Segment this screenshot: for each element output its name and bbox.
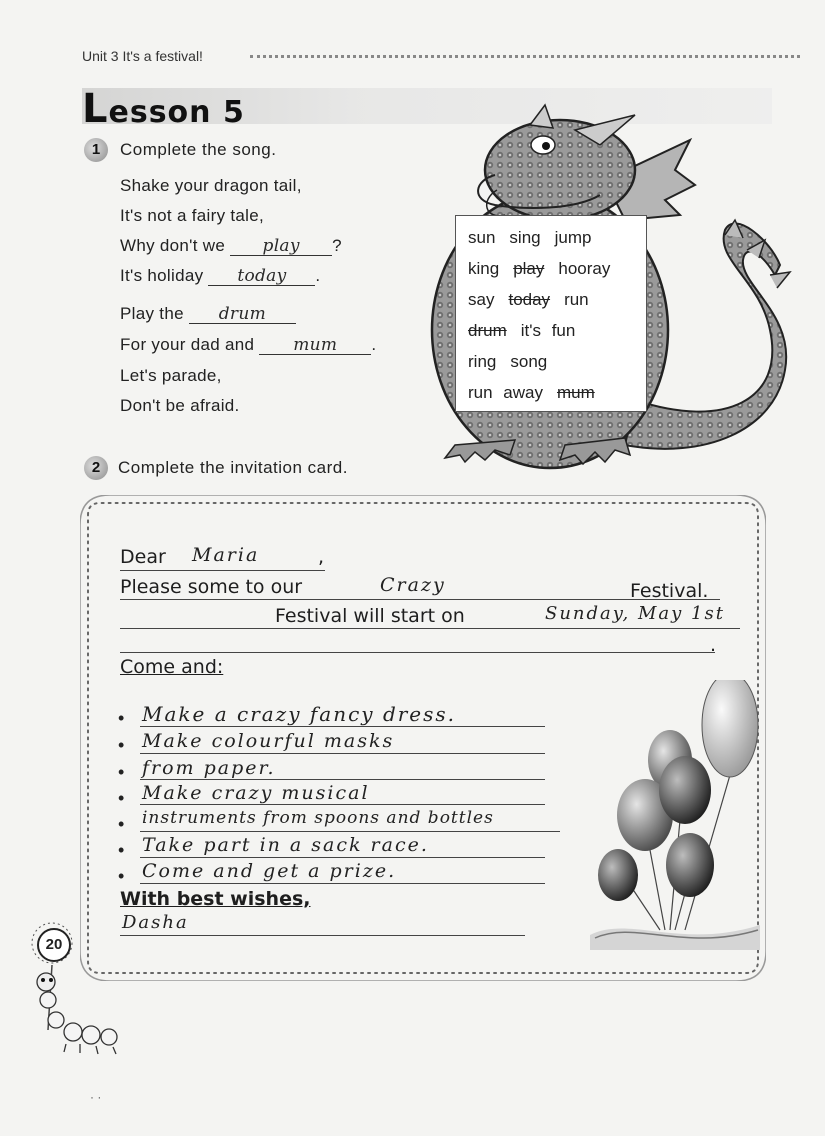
list-item-1[interactable]: Make a crazy fancy dress. — [142, 702, 457, 726]
word-row-6 — [468, 383, 609, 403]
list-item-3[interactable]: from paper. — [142, 757, 276, 779]
blank-rule — [120, 652, 715, 653]
list-rule-7 — [140, 883, 545, 884]
signature-rule — [120, 935, 525, 936]
list-item-2[interactable]: Make colourful masks — [142, 730, 395, 752]
list-bullet-4: • — [118, 788, 125, 808]
caterpillar-illustration — [18, 920, 128, 1060]
list-bullet-6: • — [118, 840, 125, 860]
list-rule-6 — [140, 857, 545, 858]
card-festival: Festival. — [630, 580, 709, 602]
song-line-1: Shake your dragon tail, — [120, 176, 302, 195]
header-dotted-rule — [250, 55, 800, 58]
word-king: king — [468, 259, 500, 278]
balloons-illustration — [590, 680, 760, 950]
task-2-number: 2 — [84, 456, 108, 480]
card-dear: Dear — [120, 546, 166, 568]
song-line-3-text: Why don't we — [120, 236, 226, 255]
song-line-6 — [120, 335, 376, 355]
list-bullet-7: • — [118, 866, 125, 886]
song-line-5-text: Play the — [120, 304, 184, 323]
unit-title: Unit 3 It's a festival! — [82, 48, 203, 64]
song-line-8: Don't be afraid. — [120, 396, 240, 415]
word-hooray: hooray — [558, 259, 611, 278]
word-song: song — [510, 352, 548, 371]
song-line-4-text: It's holiday — [120, 266, 204, 285]
please-rule — [120, 599, 720, 600]
word-run: run — [564, 290, 589, 309]
list-item-6[interactable]: Take part in a sack race. — [142, 834, 429, 856]
list-rule-2 — [140, 753, 545, 754]
card-date[interactable]: Sunday, May 1st — [545, 603, 725, 624]
song-line-2: It's not a fairy tale, — [120, 206, 265, 225]
answer-drum[interactable]: drum — [189, 305, 296, 324]
list-item-7[interactable]: Come and get a prize. — [142, 860, 397, 882]
task-1-instruction: Complete the song. — [120, 140, 277, 159]
word-say: say — [468, 290, 495, 309]
word-ring: ring — [468, 352, 497, 371]
bottom-dots: · · — [90, 1090, 102, 1104]
word-its-fun: it's fun — [520, 321, 576, 340]
page-number: 20 — [37, 928, 71, 962]
list-item-4[interactable]: Make crazy musical — [142, 782, 370, 804]
word-sing: sing — [509, 228, 541, 247]
word-today-crossed: today — [508, 290, 551, 309]
card-please: Please some to our — [120, 576, 303, 598]
task-2-instruction: Complete the invitation card. — [118, 458, 348, 477]
word-run-away: run away — [468, 383, 543, 402]
answer-play[interactable]: play — [230, 237, 332, 256]
word-play-crossed: play — [513, 259, 545, 278]
word-row-3 — [468, 290, 603, 310]
song-line-7: Let's parade, — [120, 366, 222, 385]
word-jump: jump — [554, 228, 592, 247]
card-signature[interactable]: Dasha — [122, 912, 189, 933]
song-line-3 — [120, 236, 342, 256]
card-festival-name[interactable]: Crazy — [380, 574, 446, 596]
word-drum-crossed: drum — [468, 321, 507, 340]
list-rule-3 — [140, 779, 545, 780]
card-come-and: Come and: — [120, 656, 224, 678]
list-bullet-3: • — [118, 762, 125, 782]
list-rule-4 — [140, 804, 545, 805]
list-item-5[interactable]: instruments from spoons and bottles — [142, 808, 494, 828]
answer-today[interactable]: today — [208, 267, 315, 286]
song-line-3-end: ? — [332, 236, 342, 255]
song-line-6-text: For your dad and — [120, 335, 255, 354]
card-start: Festival will start on — [275, 605, 465, 627]
song-line-6-end: . — [371, 335, 377, 354]
dear-answer-rule — [120, 570, 325, 571]
task-1-number: 1 — [84, 138, 108, 162]
word-sun: sun — [468, 228, 496, 247]
answer-mum[interactable]: mum — [259, 336, 371, 355]
card-dear-comma: , — [318, 546, 325, 568]
card-wishes: With best wishes, — [120, 888, 311, 910]
card-period: . — [710, 634, 717, 656]
word-row-4 — [468, 321, 589, 341]
word-row-2 — [468, 259, 624, 279]
list-bullet-1: • — [118, 708, 125, 728]
song-line-4 — [120, 266, 320, 286]
song-line-4-end: . — [315, 266, 321, 285]
list-rule-5 — [140, 831, 560, 832]
start-rule — [120, 628, 740, 629]
list-bullet-5: • — [118, 814, 125, 834]
lesson-title-rest: esson 5 — [108, 95, 245, 130]
list-rule-1 — [140, 726, 545, 727]
word-mum-crossed: mum — [556, 383, 595, 402]
lesson-title-initial: L — [82, 86, 109, 132]
lesson-title — [82, 86, 245, 132]
list-bullet-2: • — [118, 735, 125, 755]
word-row-1 — [468, 228, 605, 248]
card-dear-answer[interactable]: Maria — [192, 544, 260, 566]
word-row-5 — [468, 352, 561, 372]
song-line-5 — [120, 304, 296, 324]
